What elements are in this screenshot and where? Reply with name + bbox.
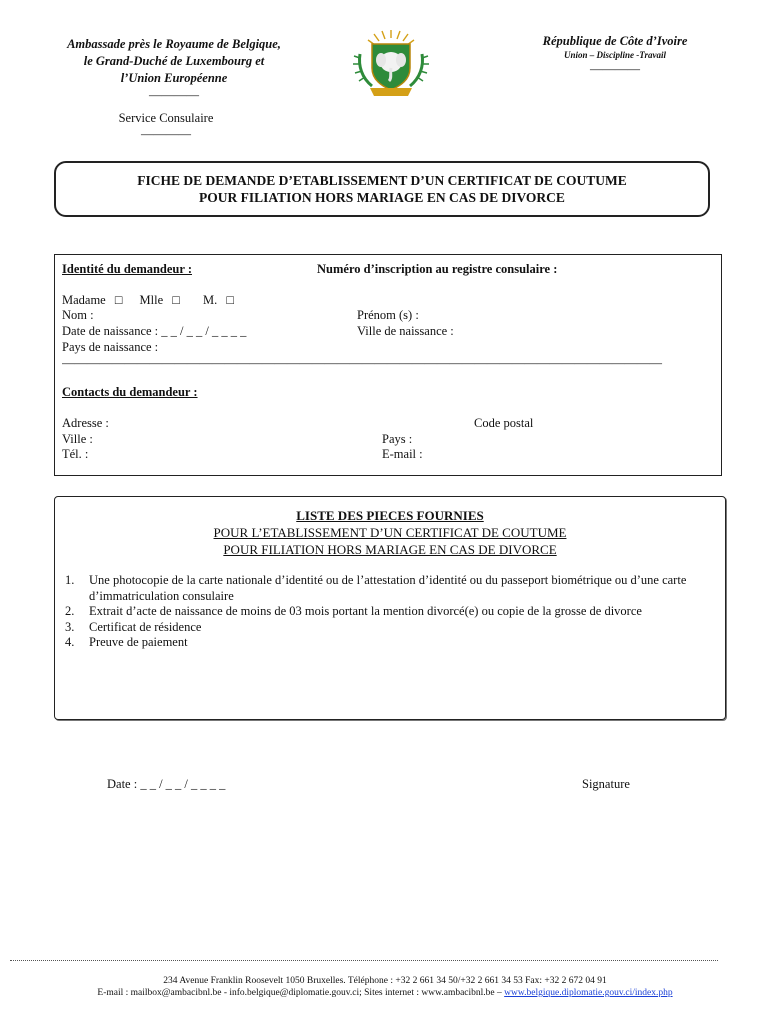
mlle-label: Mlle — [139, 293, 164, 307]
signature-field[interactable]: Signature — [582, 777, 630, 791]
date-field[interactable]: Date : _ _ / _ _ / _ _ _ _ — [107, 777, 226, 791]
adresse-field[interactable]: Adresse : — [62, 416, 109, 430]
nom-field[interactable]: Nom : — [62, 308, 94, 322]
embassy-rule: ———— — [149, 88, 199, 102]
documents-list — [65, 573, 710, 651]
form-title-line-2: POUR FILIATION HORS MARIAGE EN CAS DE DIVORCE — [199, 190, 565, 205]
code-postal-field[interactable]: Code postal — [474, 416, 534, 430]
monsieur-label: M. — [202, 293, 218, 307]
identity-section — [54, 254, 722, 476]
service-consulaire — [95, 110, 237, 142]
documents-title-line-1: LISTE DES PIECES FOURNIES — [296, 508, 484, 523]
republic-title: République de Côte d’Ivoire — [542, 34, 688, 48]
list-item: 2. Extrait d’acte de naissance de moins de 03 mois portant la mention divorcé(e) ou copie de la grosse de divorce — [65, 604, 642, 618]
service-rule: ———— — [141, 127, 191, 141]
identity-heading: Identité du demandeur : — [62, 262, 192, 276]
email-field[interactable]: E-mail : — [382, 447, 423, 461]
tel-field[interactable]: Tél. : — [62, 447, 89, 461]
embassy-line-2: le Grand-Duché de Luxembourg et — [83, 54, 265, 68]
registry-number-label: Numéro d’inscription au registre consulaire : — [317, 262, 558, 276]
embassy-line-1: Ambassade près le Royaume de Belgique, — [67, 37, 281, 51]
footer-contacts — [0, 987, 770, 999]
date-naissance-field[interactable]: Date de naissance : _ _ / _ _ / _ _ _ _ — [62, 324, 247, 338]
republic-motto: Union – Discipline -Travail — [564, 50, 666, 60]
embassy-line-3: l’Union Européenne — [120, 71, 228, 85]
madame-checkbox[interactable]: □ — [114, 293, 123, 307]
documents-list-section — [54, 496, 726, 720]
ville-naissance-field[interactable]: Ville de naissance : — [357, 324, 454, 338]
coat-of-arms-emblem — [348, 24, 434, 100]
footer-address: 234 Avenue Franklin Roosevelt 1050 Bruxelles. Téléphone : +32 2 661 34 50/+32 2 661 34 53 Fax: +32 2 672 04 91 — [163, 976, 607, 986]
list-item: 3. Certificat de résidence — [65, 619, 202, 634]
footer-divider — [10, 960, 718, 961]
footer — [0, 975, 770, 999]
madame-label: Madame — [62, 293, 106, 307]
footer-email-sites: E-mail : mailbox@ambacibnl.be - info.belgique@diplomatie.gouv.ci; Sites internet : www.ambacibnl.be – — [97, 988, 505, 998]
prenom-field[interactable]: Prénom (s) : — [357, 308, 419, 322]
republic-rule: ———— — [590, 62, 640, 76]
republic-header — [500, 33, 730, 77]
ville-field[interactable]: Ville : — [62, 432, 93, 446]
form-title-line-1: FICHE DE DEMANDE D’ETABLISSEMENT D’UN CERTIFICAT DE COUTUME — [137, 173, 627, 188]
list-item: 1. Une photocopie de la carte nationale d’identité ou de l’attestation d’identité ou du passeport biométrique ou d’une carte d’immatriculation consulaire — [65, 573, 687, 603]
embassy-header — [40, 36, 308, 104]
monsieur-checkbox[interactable]: □ — [226, 293, 234, 307]
documents-title-line-2: POUR L’ETABLISSEMENT D’UN CERTIFICAT DE COUTUME — [213, 525, 567, 540]
service-label: Service Consulaire — [118, 111, 214, 125]
pays-naissance-field[interactable]: Pays de naissance : — [62, 340, 159, 354]
contacts-heading: Contacts du demandeur : — [62, 385, 198, 399]
mlle-checkbox[interactable]: □ — [172, 293, 180, 307]
section-separator: ———————————————————————————————————————————————— — [62, 356, 662, 370]
pays-field[interactable]: Pays : — [382, 432, 413, 446]
civility-row — [62, 293, 234, 309]
documents-list-title — [55, 507, 725, 558]
documents-title-line-3: POUR FILIATION HORS MARIAGE EN CAS DE DIVORCE — [223, 542, 557, 557]
website-link[interactable]: www.belgique.diplomatie.gouv.ci/index.php — [504, 988, 673, 998]
form-title-box — [54, 161, 710, 217]
list-item: 4. Preuve de paiement — [65, 635, 188, 649]
